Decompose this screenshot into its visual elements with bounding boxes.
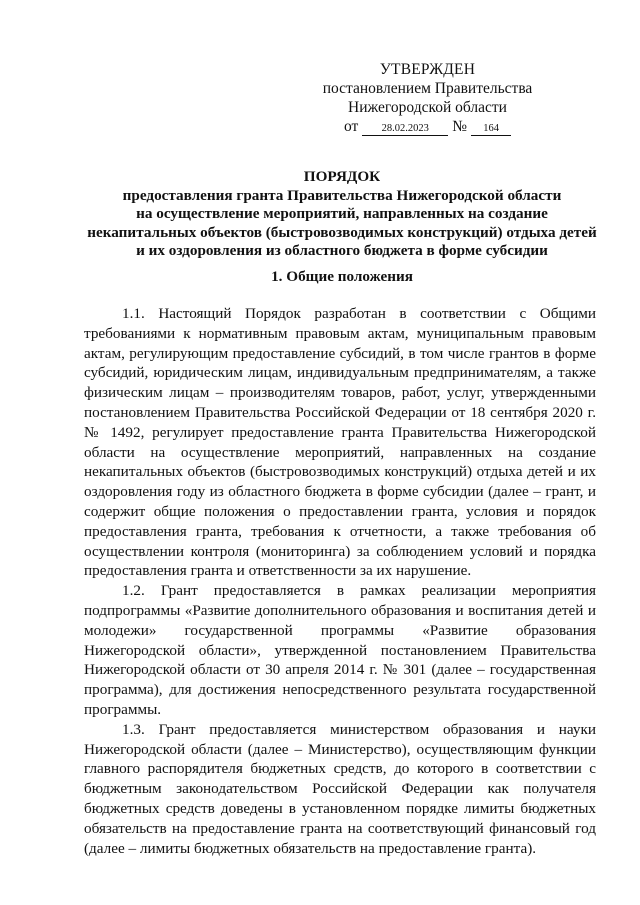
approval-number: 164 [471, 123, 511, 136]
title-line-1: предоставления гранта Правительства Нижегородской области [122, 186, 562, 204]
paragraph-1-1: 1.1. Настоящий Порядок разработан в соответствии с Общими требованиями к нормативным правовым актам, муниципальным правовым актам, регулирующим предоставление субсидий, в том числе грантов в форме субсидий, юридическим лицам, индивидуальным предпринимателям, а также физическим лицам – производителям товаров, работ, услуг, утвержденными постановлением Правительства Российской Федерации от 18 сентября 2020 г. № 1492, регулирует предоставление гранта Правительства Нижегородской области на осуществление мероприятий, направленных на создание некапитальных объектов (быстровозводимых конструкций) отдыха детей и их оздоровления году из областного бюджета в форме субсидии (далее – грант, и содержит общие положения о предоставлении гранта, условия и порядок предоставления гранта, требования к отчетности, а также требования об осуществлении контроля (мониторинга) за соблюдением условий и порядка предоставления гранта и ответственности за их нарушение. [84, 305, 596, 580]
approval-date: 28.02.2023 [362, 123, 448, 136]
approval-line-2: Нижегородской области [348, 99, 507, 116]
approval-date-line [300, 117, 555, 136]
approval-stamp [300, 60, 555, 136]
title-line-2: на осуществление мероприятий, направленных на создание [136, 205, 548, 223]
document-title [82, 168, 602, 261]
title-heading: ПОРЯДОК [303, 168, 381, 185]
approved-label: УТВЕРЖДЕН [379, 61, 476, 78]
approval-line-1: постановлением Правительства [322, 80, 533, 97]
number-label: № [452, 118, 468, 135]
paragraph-1-2: 1.2. Грант предоставляется в рамках реализации мероприятия подпрограммы «Развитие дополнительного образования и воспитания детей и молодежи» государственной программы «Развитие образования Нижегородской области», утвержденной постановлением Правительства Нижегородской области от 30 апреля 2014 г. № 301 (далее – государственная программа), для достижения непосредственного результата государственной программы. [84, 582, 596, 718]
title-line-4: и их оздоровления из областного бюджета в форме субсидии [136, 242, 548, 260]
section-heading: 1. Общие положения [271, 268, 413, 285]
from-label: от [343, 118, 359, 135]
document-body [84, 304, 596, 858]
paragraph-1-3: 1.3. Грант предоставляется министерством образования и науки Нижегородской области (далее – Министерство), осуществляющим функции главного распорядителя бюджетных средств, до которого в соответствии с бюджетным законодательством Российской Федерации как получателя бюджетных средств доведены в установленном порядке лимиты бюджетных обязательств на предоставление гранта на соответствующий финансовый год (далее – лимиты бюджетных обязательств на предоставление гранта). [84, 720, 596, 857]
title-line-3: некапитальных объектов (быстровозводимых конструкций) отдыха детей [87, 223, 597, 241]
